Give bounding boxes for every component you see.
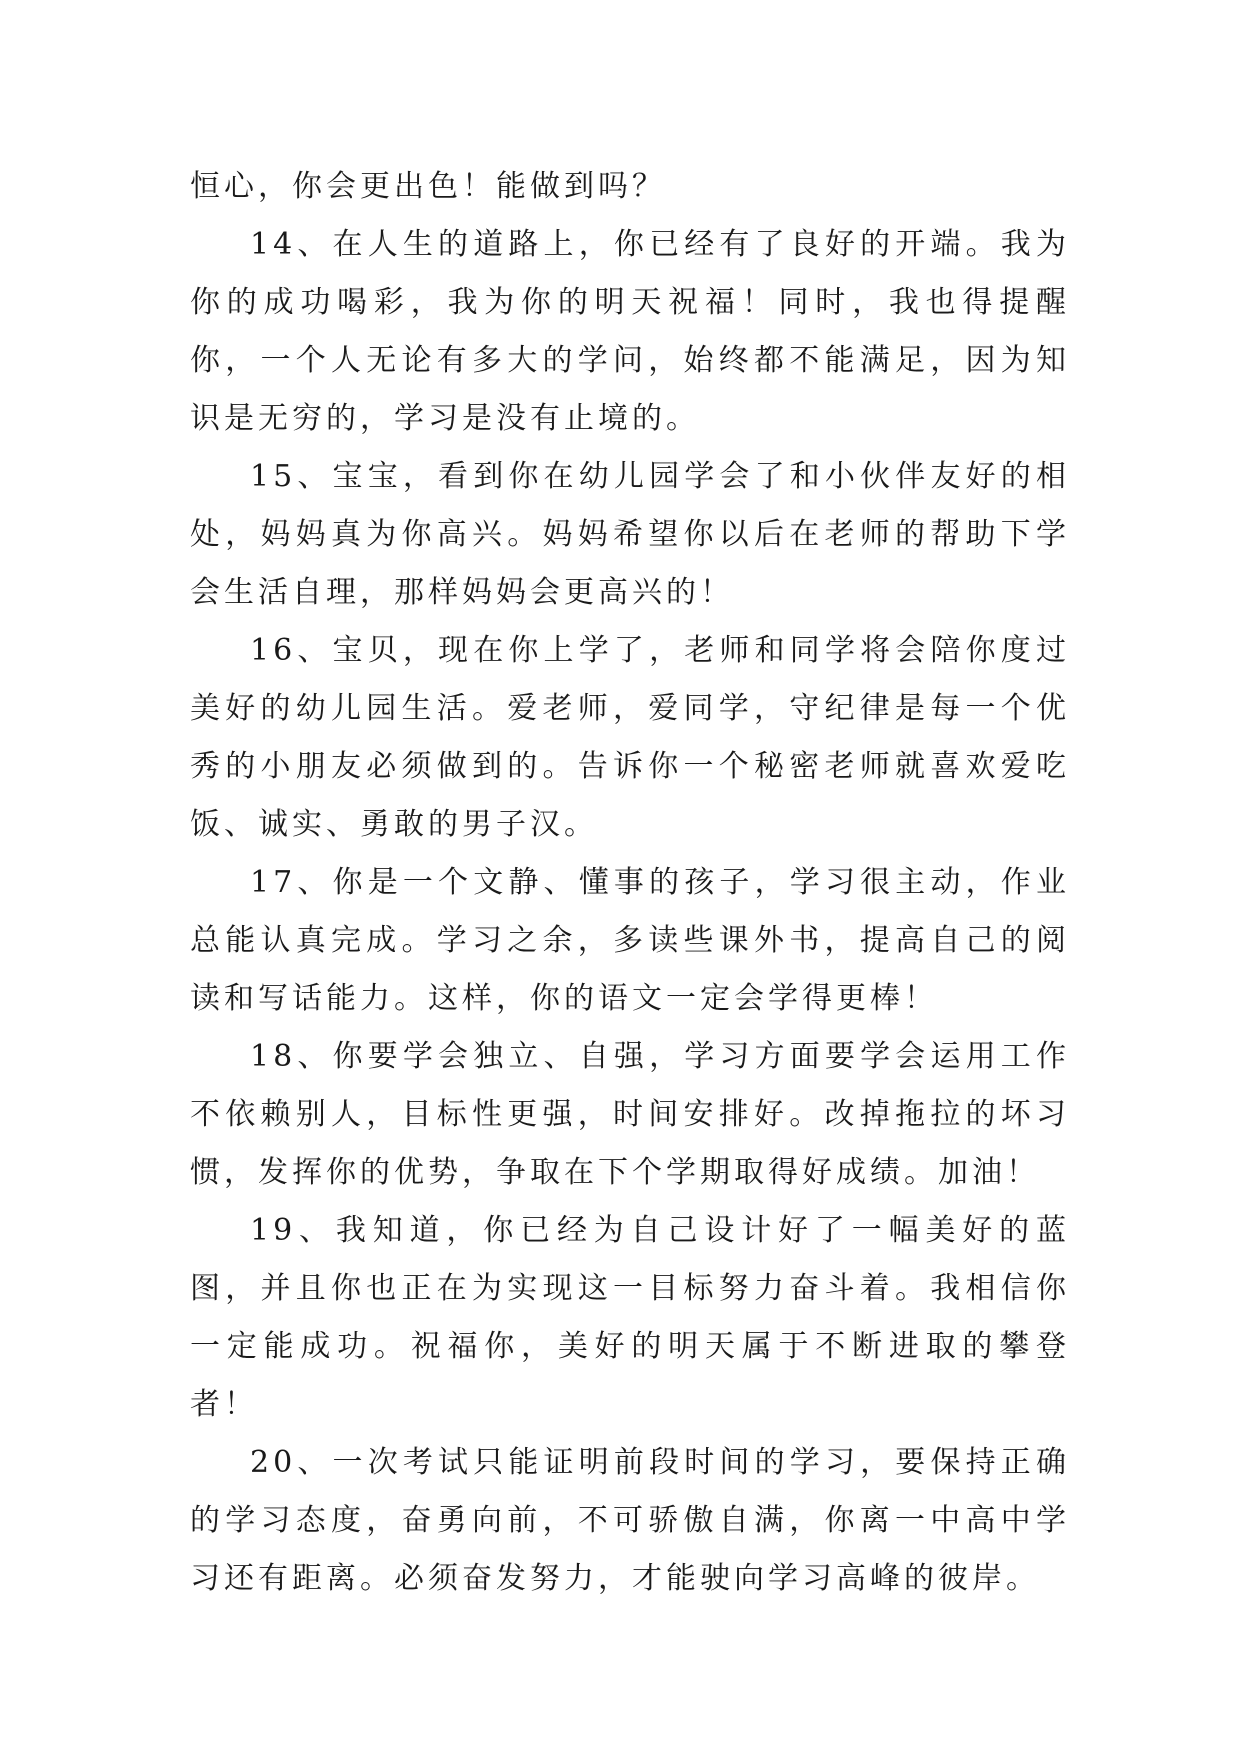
paragraph-15: 15、宝宝，看到你在幼儿园学会了和小伙伴友好的相处，妈妈真为你高兴。妈妈希望你以后在老师的帮助下学会生活自理，那样妈妈会更高兴的！ <box>190 459 1070 610</box>
paragraph-20: 20、一次考试只能证明前段时间的学习，要保持正确的学习态度，奋勇向前，不可骄傲自满，你离一中高中学习还有距离。必须奋发努力，才能驶向学习高峰的彼岸。 <box>190 1445 1070 1596</box>
paragraph-18: 18、你要学会独立、自强，学习方面要学会运用工作不依赖别人，目标性更强，时间安排好。改掉拖拉的坏习惯，发挥你的优势，争取在下个学期取得好成绩。加油！ <box>190 1039 1070 1190</box>
document-body <box>190 158 1070 1608</box>
paragraph-14: 14、在人生的道路上，你已经有了良好的开端。我为你的成功喝彩，我为你的明天祝福！同时，我也得提醒你，一个人无论有多大的学问，始终都不能满足，因为知识是无穷的，学习是没有止境的。 <box>190 227 1070 436</box>
paragraph-16: 16、宝贝，现在你上学了，老师和同学将会陪你度过美好的幼儿园生活。爱老师，爱同学，守纪律是每一个优秀的小朋友必须做到的。告诉你一个秘密老师就喜欢爱吃饭、诚实、勇敢的男子汉。 <box>190 633 1070 842</box>
paragraph-17: 17、你是一个文静、懂事的孩子，学习很主动，作业总能认真完成。学习之余，多读些课外书，提高自己的阅读和写话能力。这样，你的语文一定会学得更棒！ <box>190 865 1070 1016</box>
paragraph-19: 19、我知道，你已经为自己设计好了一幅美好的蓝图，并且你也正在为实现这一目标努力奋斗着。我相信你一定能成功。祝福你，美好的明天属于不断进取的攀登者！ <box>190 1213 1070 1422</box>
paragraph-continuation: 恒心，你会更出色！能做到吗？ <box>190 169 666 204</box>
